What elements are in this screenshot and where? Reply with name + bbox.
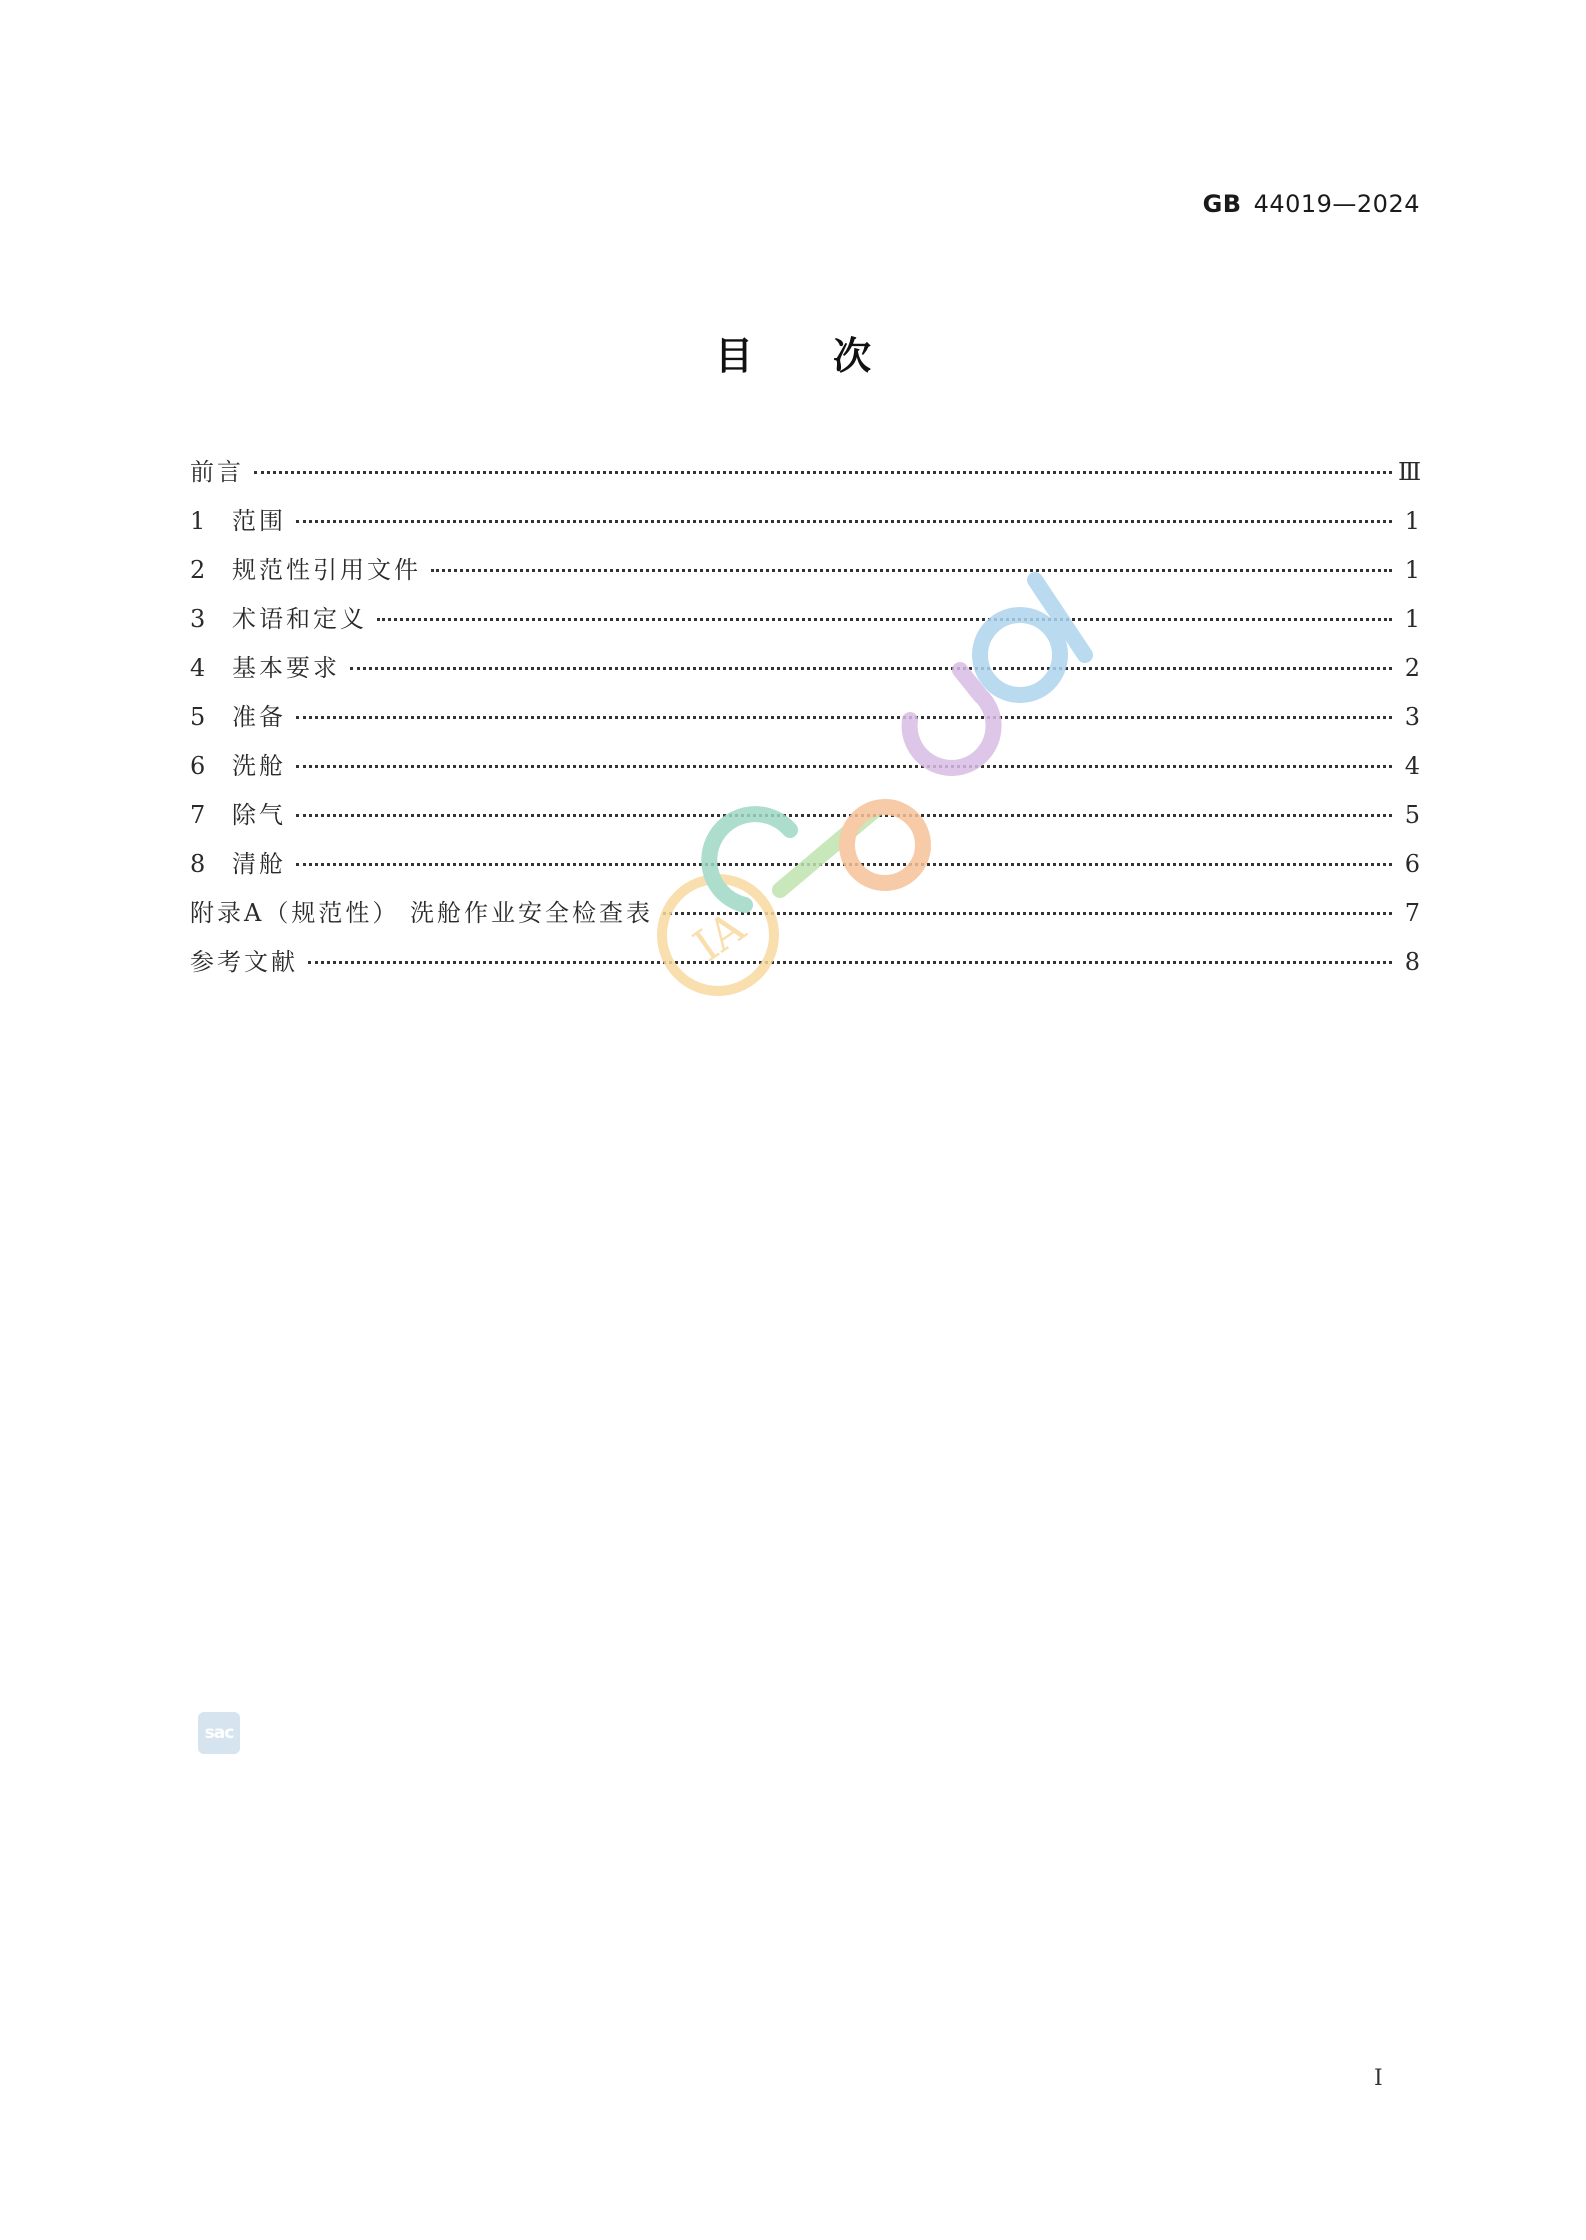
toc-entry-number: 3 xyxy=(190,605,206,633)
toc-entry-number: 6 xyxy=(190,752,206,780)
toc-entry-number: 7 xyxy=(190,801,206,829)
toc-leader-dots xyxy=(350,667,1392,670)
toc-entry-number: 1 xyxy=(190,507,206,535)
toc-entry[interactable] xyxy=(190,746,1420,795)
toc-entry-page: 1 xyxy=(1404,507,1420,535)
toc-entry-label: 术语和定义 xyxy=(232,605,367,633)
toc-entry-page: Ⅲ xyxy=(1398,458,1422,486)
standard-code: GB xyxy=(1202,190,1242,218)
toc-entry[interactable] xyxy=(190,795,1420,844)
toc-entry-label: 清舱 xyxy=(232,850,286,878)
toc-entry-number: 8 xyxy=(190,850,206,878)
toc-entry-page: 5 xyxy=(1404,801,1420,829)
toc-entry[interactable] xyxy=(190,599,1420,648)
toc-leader-dots xyxy=(431,569,1392,572)
toc-entry[interactable] xyxy=(190,844,1420,893)
toc-entry-label: 基本要求 xyxy=(232,654,340,682)
toc-leader-dots xyxy=(377,618,1392,621)
toc-entry[interactable] xyxy=(190,501,1420,550)
toc-leader-dots xyxy=(296,716,1392,719)
toc-leader-dots xyxy=(254,471,1392,474)
watermark-ring-badge: IA xyxy=(684,902,755,973)
toc-entry-page: 4 xyxy=(1404,752,1420,780)
toc-entry-label: 附录A（规范性） 洗舱作业安全检查表 xyxy=(190,899,653,927)
sac-logo: sac xyxy=(198,1712,240,1754)
toc-entry-page: 3 xyxy=(1404,703,1420,731)
toc-entry[interactable] xyxy=(190,893,1420,942)
toc-entry[interactable] xyxy=(190,452,1420,501)
toc-entry-page: 2 xyxy=(1404,654,1420,682)
toc-entry-number: 4 xyxy=(190,654,206,682)
toc-entry-label: 范围 xyxy=(232,507,286,535)
toc-entry-page: 6 xyxy=(1404,850,1420,878)
standard-number xyxy=(1203,190,1420,218)
toc-title: 目次 xyxy=(714,334,951,378)
toc-entry[interactable] xyxy=(190,697,1420,746)
toc-entry[interactable] xyxy=(190,942,1420,991)
toc-entry-label: 洗舱 xyxy=(232,752,286,780)
toc-leader-dots xyxy=(296,765,1392,768)
page-number: I xyxy=(1374,2066,1383,2091)
toc-leader-dots xyxy=(296,520,1392,523)
toc-leader-dots xyxy=(296,863,1392,866)
toc-entry[interactable] xyxy=(190,550,1420,599)
toc-leader-dots xyxy=(296,814,1392,817)
toc-entry-number: 5 xyxy=(190,703,206,731)
toc-entry-label: 准备 xyxy=(232,703,286,731)
toc-entry-page: 7 xyxy=(1404,899,1420,927)
toc-entry[interactable] xyxy=(190,648,1420,697)
toc-leader-dots xyxy=(308,961,1392,964)
toc-entry-page: 1 xyxy=(1404,605,1420,633)
table-of-contents xyxy=(190,452,1420,991)
toc-entry-page: 1 xyxy=(1404,556,1420,584)
toc-entry-label: 规范性引用文件 xyxy=(232,556,421,584)
toc-entry-label: 前言 xyxy=(190,458,244,486)
standard-number-value: 44019—2024 xyxy=(1253,190,1420,218)
toc-entry-number: 2 xyxy=(190,556,206,584)
toc-leader-dots xyxy=(663,912,1392,915)
toc-entry-page: 8 xyxy=(1404,948,1420,976)
toc-entry-label: 参考文献 xyxy=(190,948,298,976)
toc-entry-label: 除气 xyxy=(232,801,286,829)
